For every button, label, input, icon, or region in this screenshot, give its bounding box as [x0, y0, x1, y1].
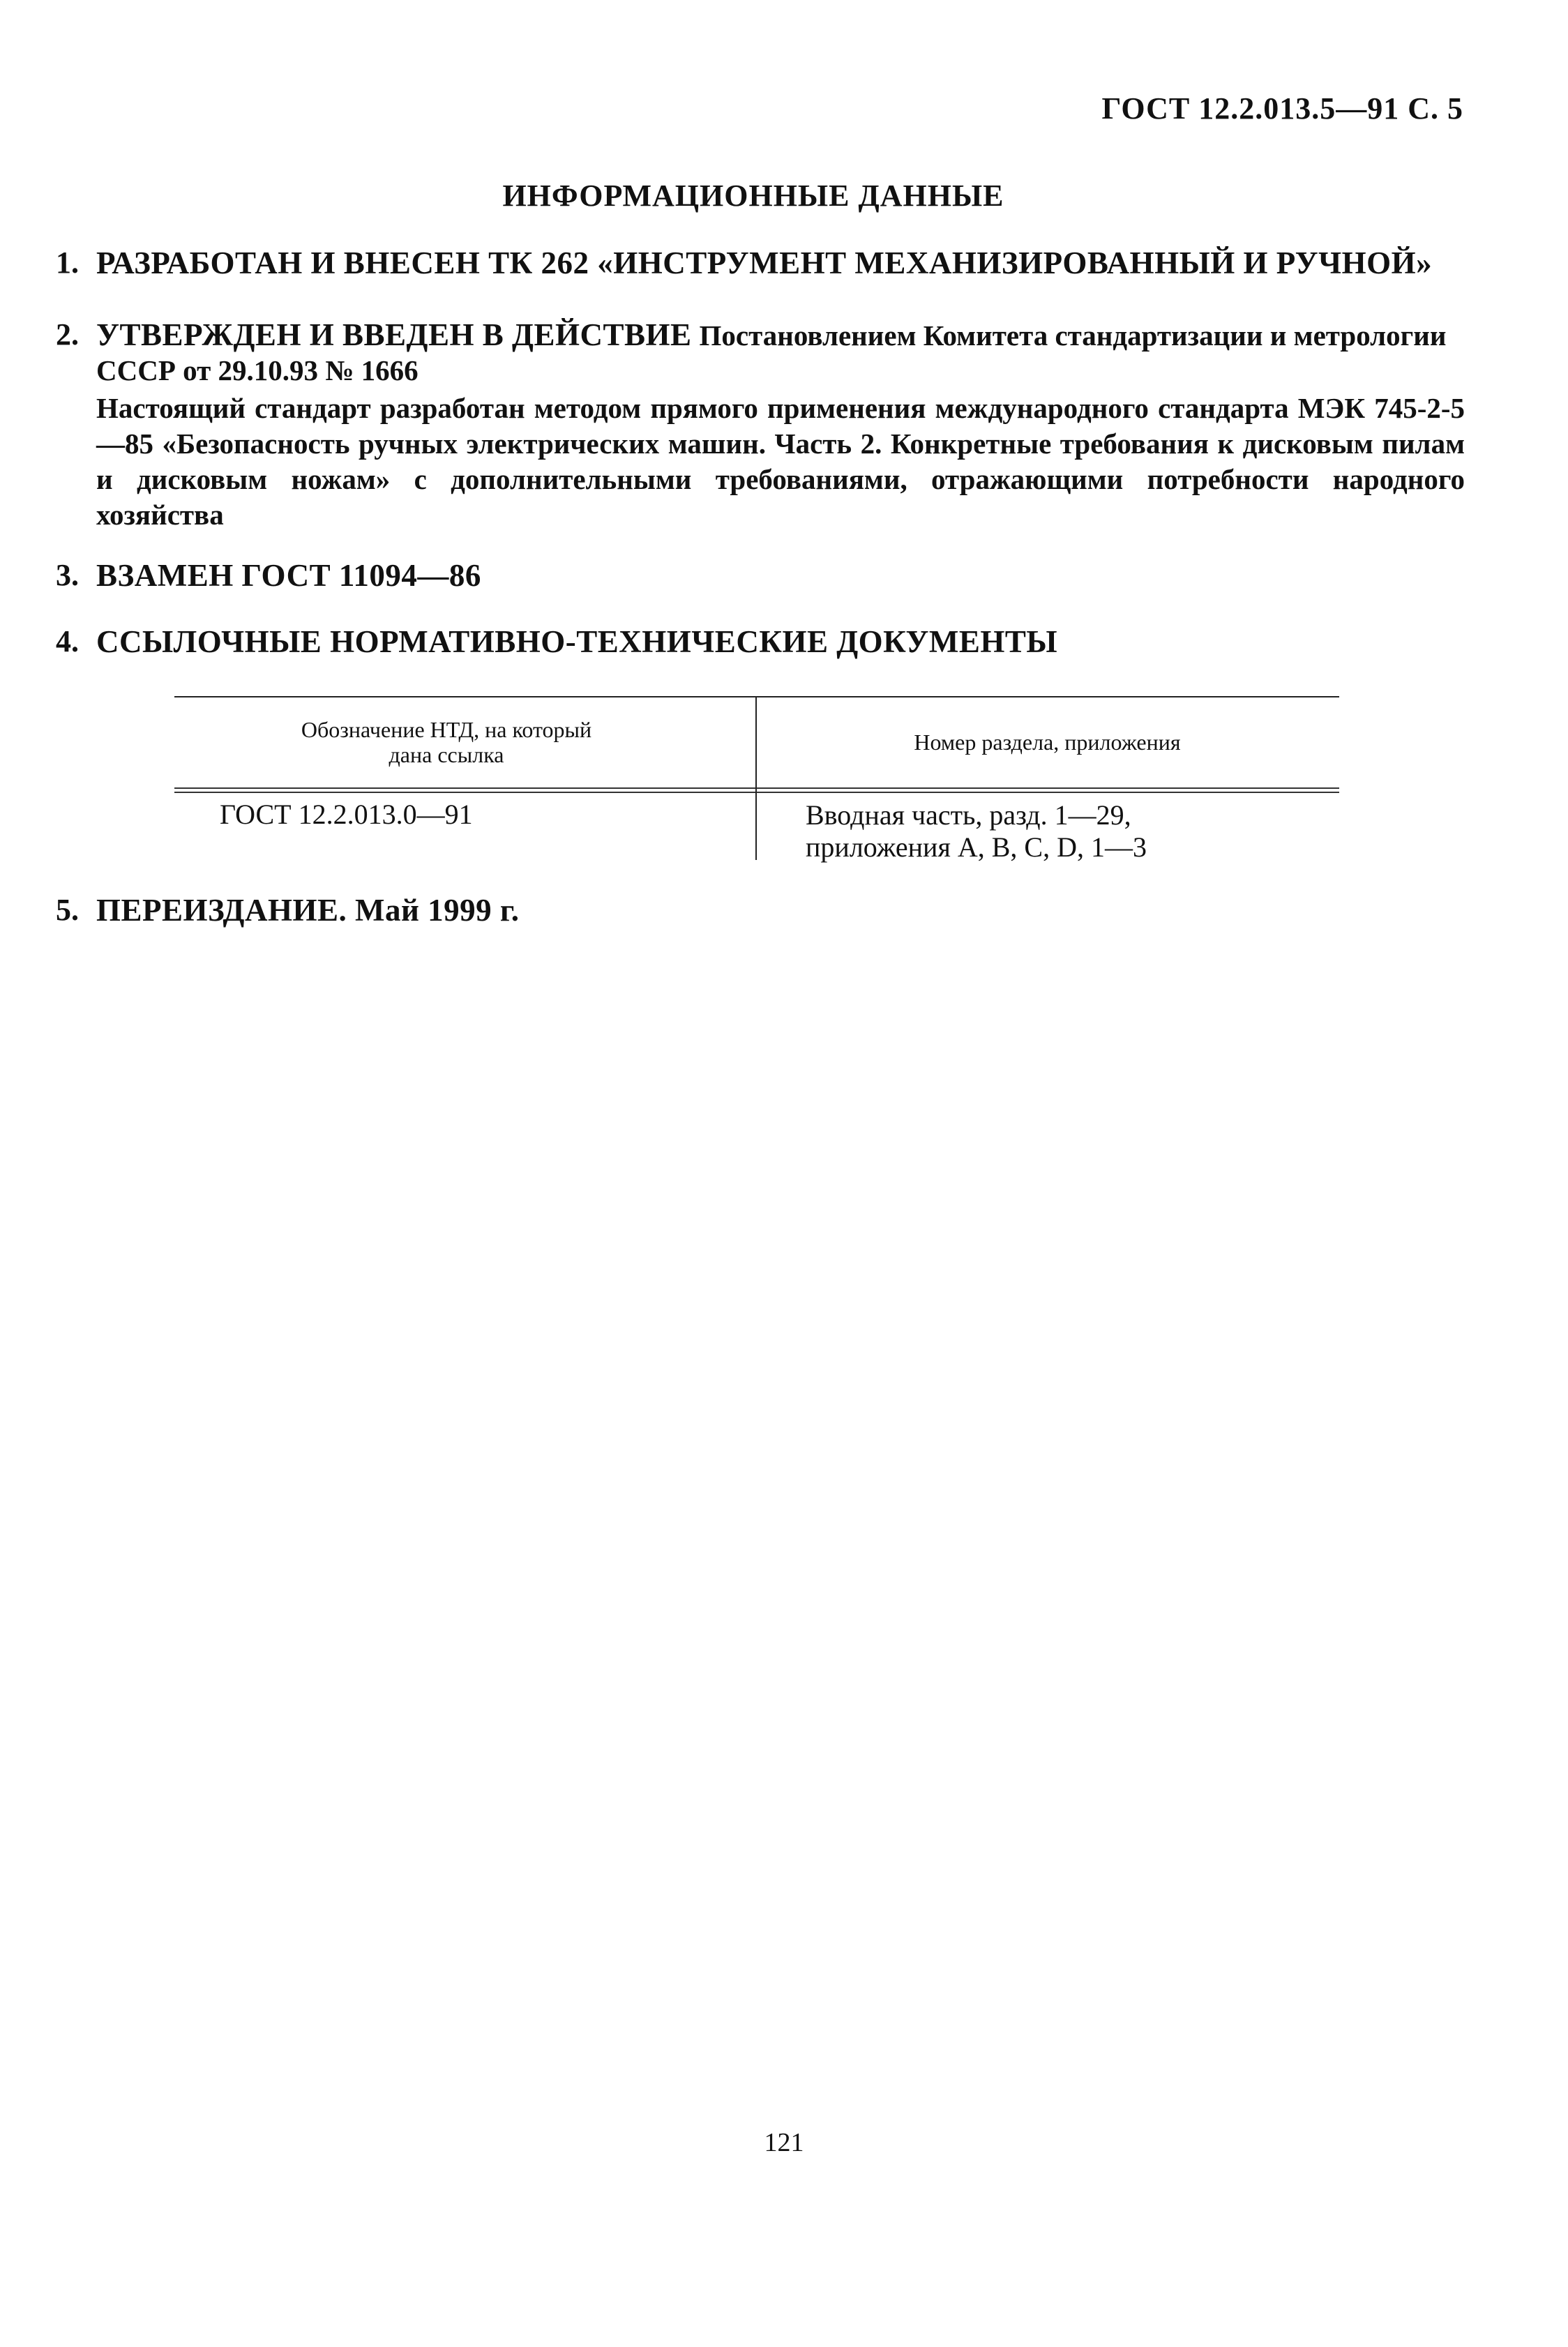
section-2: [56, 317, 1465, 533]
table-top-rule: [174, 696, 1339, 697]
section-heading: ПЕРЕИЗДАНИЕ. Май 1999 г.: [96, 893, 520, 928]
section-number: 5.: [56, 893, 79, 927]
section-number: 4.: [56, 624, 79, 658]
section-1: [56, 246, 1465, 280]
page-title: ИНФОРМАЦИОННЫЕ ДАННЫЕ: [502, 179, 1004, 213]
cell-line: приложения А, В, С, D, 1—3: [806, 831, 1147, 863]
page-number: 121: [764, 2128, 804, 2157]
section-3: [56, 558, 1465, 593]
section-number: 1.: [56, 246, 79, 280]
section-heading: ВЗАМЕН ГОСТ 11094—86: [96, 558, 481, 593]
section-paragraph: Настоящий стандарт разработан методом прямого применения международного стандарта МЭК 745-2-5—85 «Безопасность ручных электрических машин. Часть 2. Конкретные требования к дисковым пилам и дисковым ножам» с дополнительными требованиями, отражающими потребности народного хозяйства: [96, 392, 1465, 531]
table-cell-designation: ГОСТ 12.2.013.0—91: [220, 799, 473, 830]
section-heading-block: [96, 317, 1465, 388]
header-line: дана ссылка: [389, 742, 504, 767]
section-5: [56, 893, 1465, 928]
table-header-rule: [174, 792, 1339, 793]
section-4: [56, 624, 1465, 659]
header-line: Обозначение НТД, на который: [301, 717, 592, 742]
table-column-divider: [755, 696, 757, 860]
section-heading: ССЫЛОЧНЫЕ НОРМАТИВНО-ТЕХНИЧЕСКИЕ ДОКУМЕНТЫ: [96, 624, 1058, 659]
section-number: 3.: [56, 558, 79, 592]
cell-line: Вводная часть, разд. 1—29,: [806, 799, 1131, 831]
table-header-rule: [174, 787, 1339, 789]
table-header-designation: [216, 717, 677, 767]
table-cell-section: [806, 799, 1147, 863]
running-header: ГОСТ 12.2.013.5—91 С. 5: [1101, 91, 1463, 126]
section-number: 2.: [56, 317, 79, 352]
section-heading: УТВЕРЖДЕН И ВВЕДЕН В ДЕЙСТВИЕ: [96, 317, 692, 352]
section-heading-rest: Постановлением Комитета стандартизации и метрологии СССР от 29.10.93 № 1666: [96, 319, 1447, 386]
table-header-section: Номер раздела, приложения: [914, 730, 1181, 755]
section-heading: РАЗРАБОТАН И ВНЕСЕН ТК 262 «ИНСТРУМЕНТ МЕХАНИЗИРОВАННЫЙ И РУЧНОЙ»: [96, 246, 1433, 280]
